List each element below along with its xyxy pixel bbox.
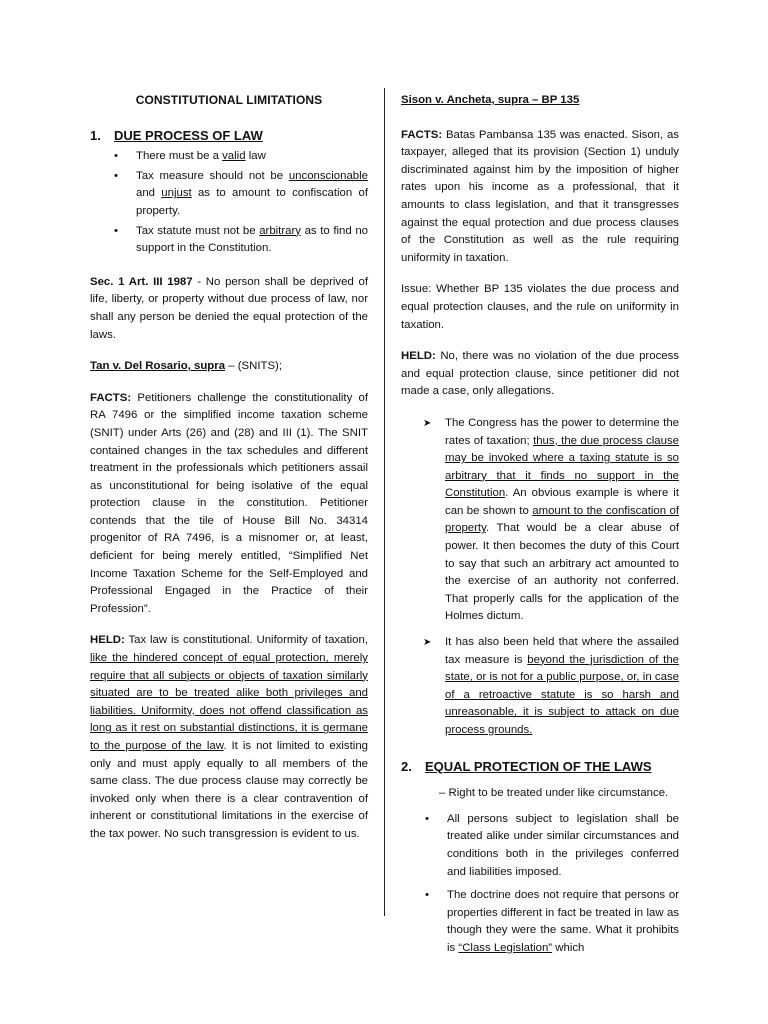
held-label: HELD: (90, 634, 125, 647)
case-title-sison: Sison v. Ancheta, supra – BP 135 (401, 94, 580, 106)
list-item: • Tax statute must not be arbitrary as to find no support in the Constitution. (114, 224, 368, 255)
arrow-bullet-icon: ➤ (423, 637, 432, 649)
bullet-icon: • (425, 812, 429, 825)
held-arrow-points (401, 415, 679, 740)
bullet-icon: • (114, 169, 118, 182)
section-title: DUE PROCESS OF LAW (114, 127, 263, 143)
bullet-icon: • (114, 150, 118, 163)
section-number: 1. (90, 127, 101, 143)
constitution-provision: Sec. 1 Art. III 1987 - No person shall be deprived of life, liberty, or property without due process of law, nor shall any person be denied the equal protection of the laws. (90, 275, 369, 341)
bullet-icon: • (114, 224, 118, 237)
facts-label: FACTS: (401, 128, 443, 141)
tan-held: HELD: Tax law is constitutional. Uniformity of taxation, like the hindered concept of equal protection, merely require that all subjects or objects of taxation similarly situated are to be treated alike both privileges and liabilities. Uniformity, does not offend classification as long as it rest on substantial distinctions, it is germane to the purpose of the law. It is not limited to existing only and must apply equally to all members of the same class. The due process clause may correctly be invoked only when there is a clear contravention of inherent or constitutional limitations in the exercise of the tax power. No such transgression is evident to us. (90, 634, 368, 840)
equal-protection-intro: – Right to be treated under like circumstance. (439, 787, 669, 800)
right-column (401, 92, 679, 960)
facts-label: FACTS: (90, 391, 132, 404)
list-item: ➤ The Congress has the power to determine the rates of taxation; thus, the due process clause may be invoked where a taxing statute is so arbitrary that it finds no support in the Constitution. An obvious example is where it can be shown to amount to the confiscation of property. That would be a clear abuse of power. It then becomes the duty of this Court to say that such an arbitrary act amounted to the exercise of an authority not conferred. That properly calls for the application of the Holmes dictum. (423, 416, 680, 623)
due-process-bullets (90, 148, 368, 258)
held-label: HELD: (401, 350, 436, 363)
arrow-bullet-icon: ➤ (423, 417, 432, 429)
list-item: ➤ It has also been held that where the assailed tax measure is beyond the jurisdiction of the state, or is not for a public purpose, or, in case of a retroactive statute is so harsh and unreasonable, it is subject to attack on due process grounds. (423, 636, 680, 736)
list-item: • All persons subject to legislation shall be treated alike under similar circumstances and conditions both in the privileges conferred and liabilities imposed. (425, 812, 679, 878)
list-item: • There must be a valid law (114, 148, 368, 166)
sison-held: HELD: No, there was no violation of the due process and equal protection clause, since petitioner did not made a case, only allegations. (401, 350, 679, 398)
page-title: CONSTITUTIONAL LIMITATIONS (135, 93, 323, 107)
case-title-tan: Tan v. Del Rosario, supra – (SNITS); (90, 360, 283, 373)
provision-label: Sec. 1 Art. III 1987 (90, 275, 193, 288)
sison-issue: Issue: Whether BP 135 violates the due process and equal protection clauses, and the rule on uniformity in taxation. (401, 283, 679, 331)
section-title: EQUAL PROTECTION OF THE LAWS (425, 758, 652, 774)
equal-protection-bullets (401, 811, 679, 958)
section-heading-equal-protection (401, 758, 679, 776)
list-item: • Tax measure should not be unconscionable and unjust as to amount to confiscation of property. (114, 169, 368, 217)
column-divider (384, 88, 385, 916)
section-number: 2. (401, 758, 412, 774)
section-heading-due-process (90, 127, 368, 145)
left-column (90, 92, 368, 844)
bullet-icon: • (425, 889, 429, 902)
sison-facts: FACTS: Batas Pambansa 135 was enacted. Sison, as taxpayer, alleged that its provision (Section 1) unduly discriminated against him by the imposition of higher rates upon his income as a professional, that it amounts to class legislation, and that it transgresses against the equal protection and due process clauses of the Constitution as well as the rule requiring uniformity in taxation. (401, 128, 679, 264)
tan-facts: FACTS: Petitioners challenge the constitutionality of RA 7496 or the simplified income taxation scheme (SNIT) under Arts (26) and (28) and III (1). The SNIT contained changes in the tax schedules and different treatment in the professionals which petitioners assail as unconstitutional for being isolative of the equal protection clause in the constitution. Petitioner contends that the tile of House Bill No. 34314 progenitor of RA 7496, is a misnomer or, at least, deficient for being merely entitled, “Simplified Net Income Taxation Scheme for the Self-Employed and Professional Engaged in the Practice of their Profession”. (90, 391, 368, 615)
list-item: • The doctrine does not require that persons or properties different in fact be treated in law as though they were the same. What it prohibits is “Class Legislation” which (425, 889, 679, 954)
